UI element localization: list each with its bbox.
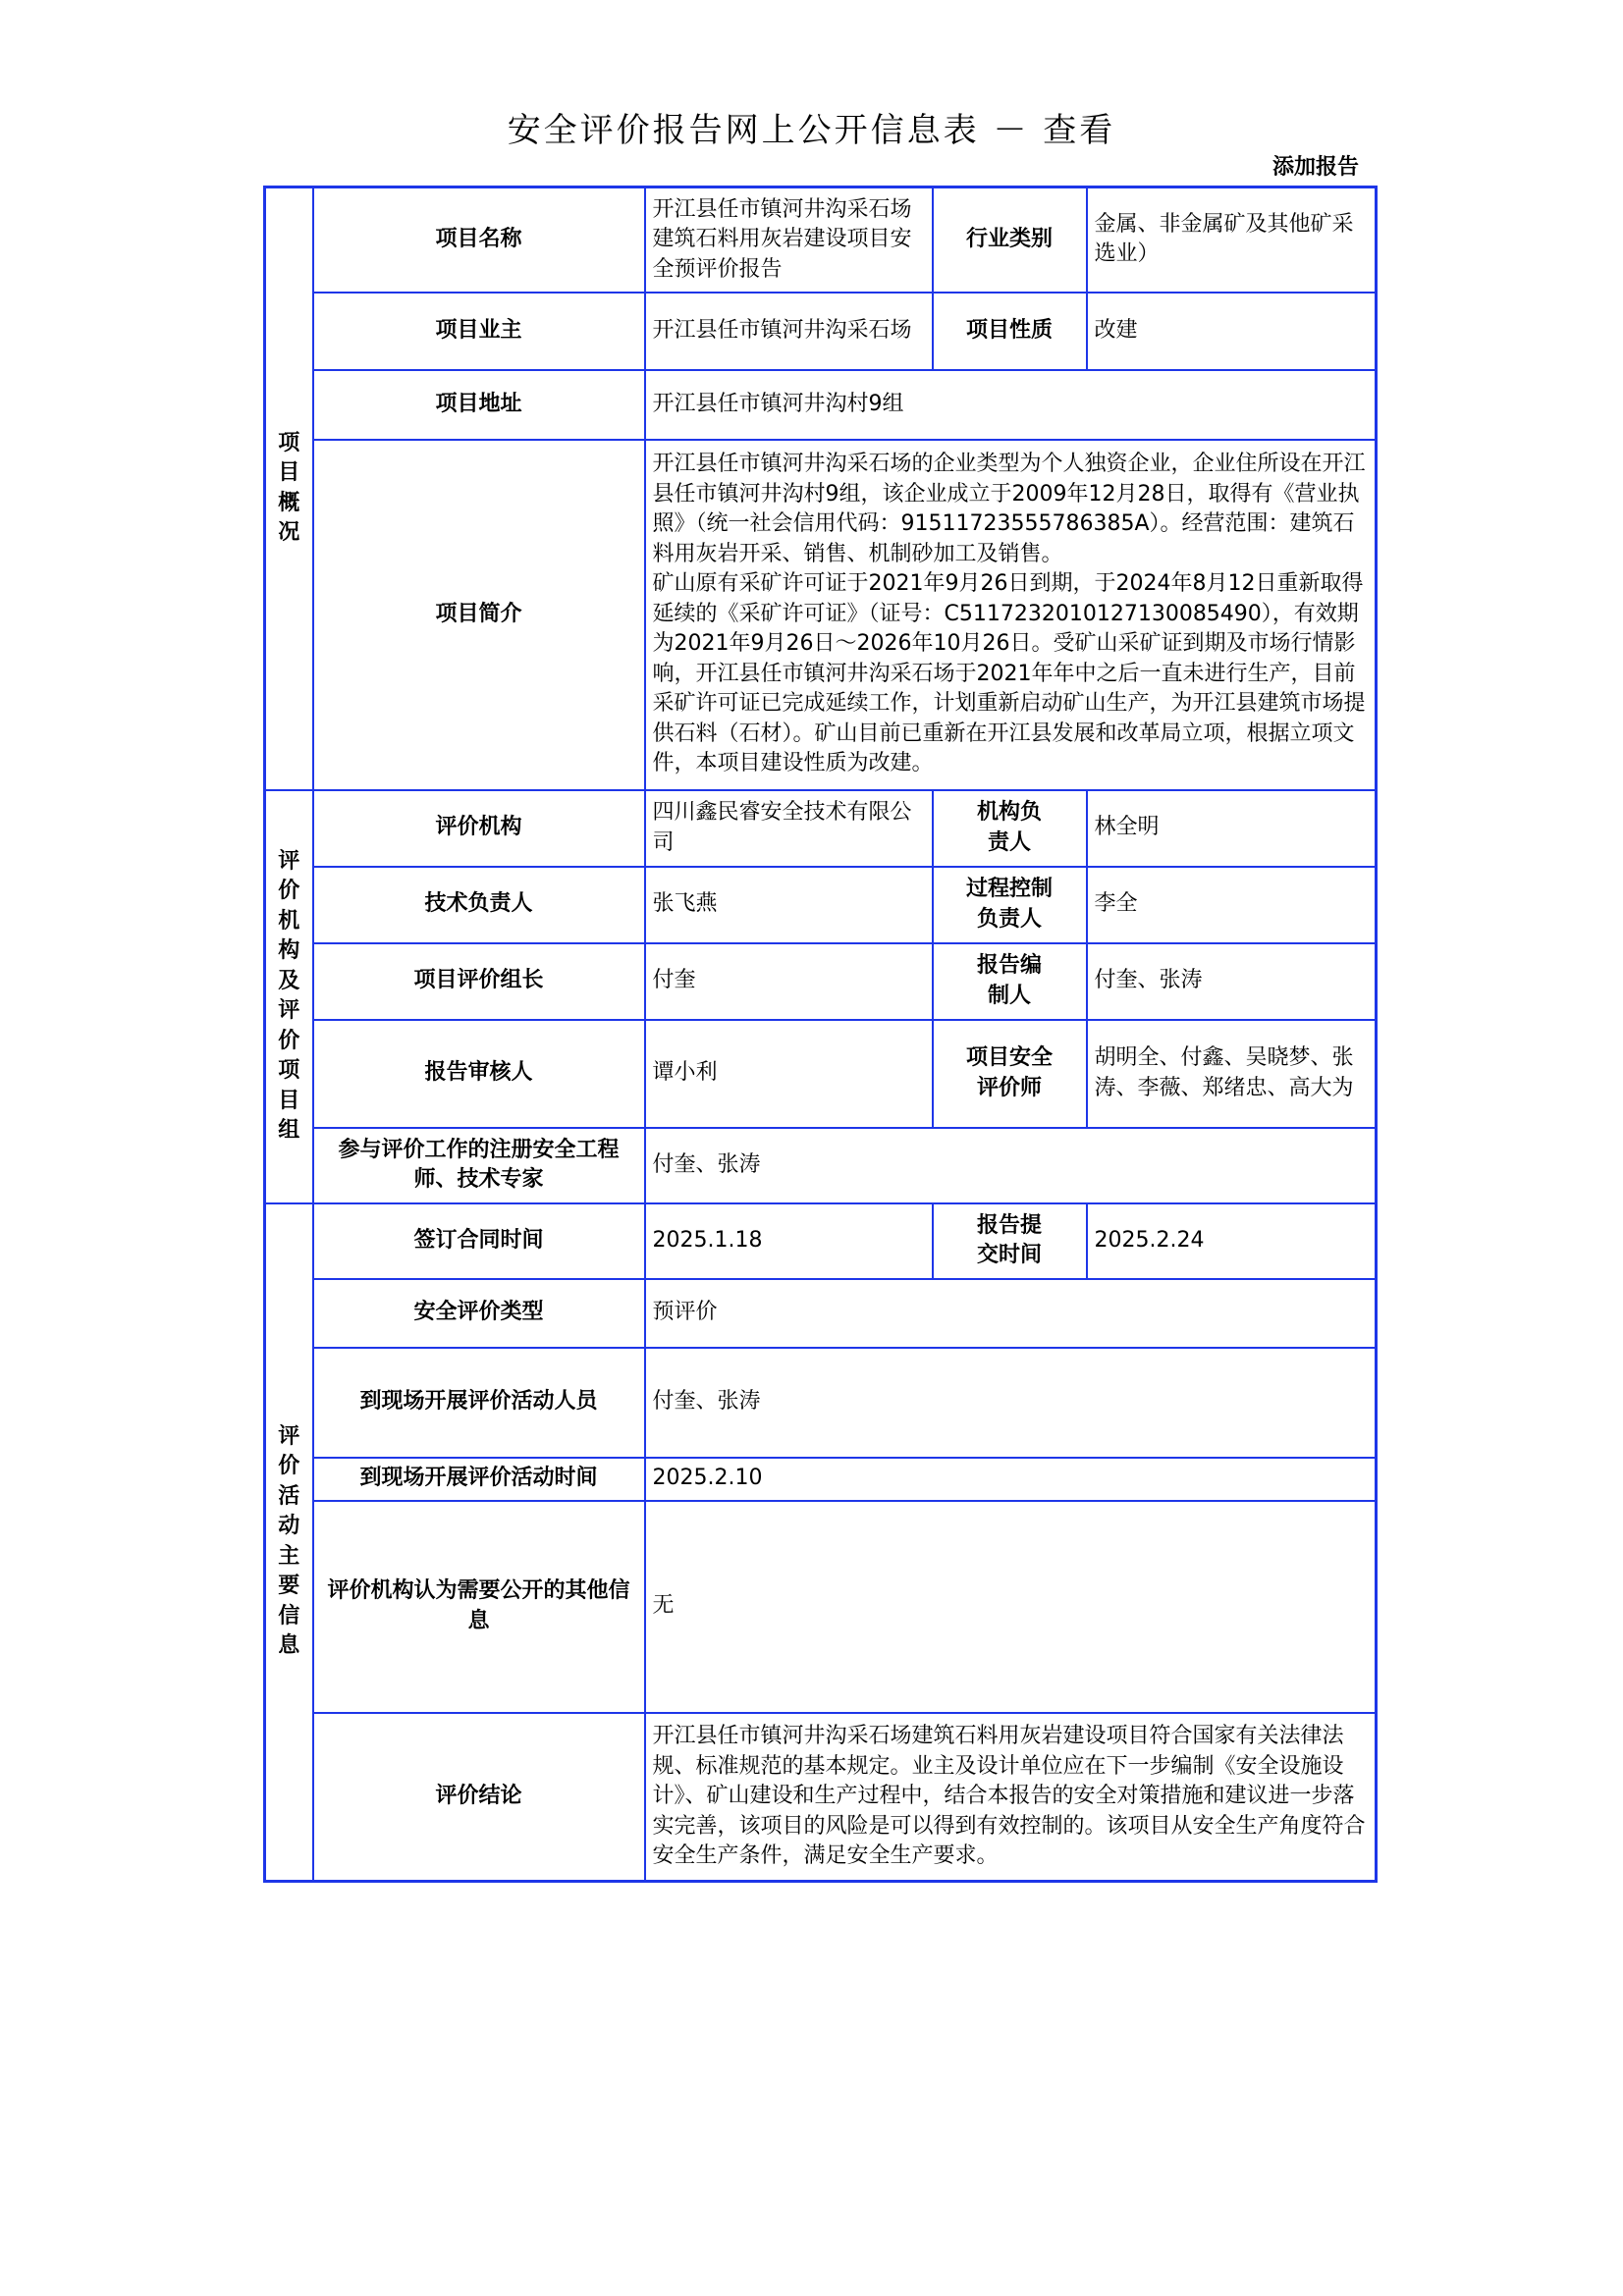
page-title: 安全评价报告网上公开信息表 － 查看 <box>507 111 1116 150</box>
address-value: 开江县任市镇河井沟村9组 <box>645 370 1377 440</box>
project-name-label: 项目名称 <box>313 187 645 293</box>
row-owner <box>265 293 1377 370</box>
reviewer-value: 谭小利 <box>645 1020 933 1128</box>
intro-paragraph-1: 开江县任市镇河井沟采石场的企业类型为个人独资企业，企业住所设在开江县任市镇河井沟村9组，该企业成立于2009年12月28日，取得有《营业执照》（统一社会信用代码：91511723555786385A）。经营范围：建筑石料用灰岩开采、销售、机制砂加工及销售。 <box>652 452 1366 566</box>
row-tech-head <box>265 867 1377 943</box>
author-label: 报告编制人 <box>933 943 1087 1020</box>
conclusion-label: 评价结论 <box>313 1713 645 1882</box>
address-label: 项目地址 <box>313 370 645 440</box>
contract-date-value: 2025.1.18 <box>645 1203 933 1279</box>
section-activity: 评价活动主要信息 <box>265 1203 313 1882</box>
other-info-label: 评价机构认为需要公开的其他信息 <box>313 1501 645 1713</box>
section-overview: 项目概况 <box>265 187 313 790</box>
submit-date-label: 报告提交时间 <box>933 1203 1087 1279</box>
experts-label: 参与评价工作的注册安全工程师、技术专家 <box>313 1128 645 1203</box>
team-lead-value: 付奎 <box>645 943 933 1020</box>
tech-head-value: 张飞燕 <box>645 867 933 943</box>
site-staff-label: 到现场开展评价活动人员 <box>313 1348 645 1458</box>
agency-head-value: 林全明 <box>1087 790 1377 867</box>
process-head-value: 李全 <box>1087 867 1377 943</box>
add-report-link[interactable]: 添加报告 <box>1272 155 1360 180</box>
industry-value: 金属、非金属矿及其他矿采选业） <box>1087 187 1377 293</box>
process-head-label: 过程控制负责人 <box>933 867 1087 943</box>
agency-head-label: 机构负责人 <box>933 790 1087 867</box>
industry-label: 行业类别 <box>933 187 1087 293</box>
site-staff-value: 付奎、张涛 <box>645 1348 1377 1458</box>
agency-label: 评价机构 <box>313 790 645 867</box>
contract-date-label: 签订合同时间 <box>313 1203 645 1279</box>
eval-type-label: 安全评价类型 <box>313 1279 645 1348</box>
assessors-label: 项目安全评价师 <box>933 1020 1087 1128</box>
experts-value: 付奎、张涛 <box>645 1128 1377 1203</box>
row-conclusion <box>265 1713 1377 1882</box>
submit-date-value: 2025.2.24 <box>1087 1203 1377 1279</box>
row-contract-date <box>265 1203 1377 1279</box>
row-eval-type <box>265 1279 1377 1348</box>
row-experts <box>265 1128 1377 1203</box>
intro-label: 项目简介 <box>313 440 645 790</box>
nature-label: 项目性质 <box>933 293 1087 370</box>
project-name-value: 开江县任市镇河井沟采石场建筑石料用灰岩建设项目安全预评价报告 <box>645 187 933 293</box>
row-agency <box>265 790 1377 867</box>
site-time-value: 2025.2.10 <box>645 1458 1377 1501</box>
nature-value: 改建 <box>1087 293 1377 370</box>
section-org-team: 评价机构及评价项目组 <box>265 790 313 1203</box>
row-site-time <box>265 1458 1377 1501</box>
owner-label: 项目业主 <box>313 293 645 370</box>
row-site-staff <box>265 1348 1377 1458</box>
row-team-lead <box>265 943 1377 1020</box>
intro-value <box>645 440 1377 790</box>
info-table <box>263 186 1378 1883</box>
reviewer-label: 报告审核人 <box>313 1020 645 1128</box>
row-other-info <box>265 1501 1377 1713</box>
owner-value: 开江县任市镇河井沟采石场 <box>645 293 933 370</box>
site-time-label: 到现场开展评价活动时间 <box>313 1458 645 1501</box>
row-intro <box>265 440 1377 790</box>
tech-head-label: 技术负责人 <box>313 867 645 943</box>
row-address <box>265 370 1377 440</box>
author-value: 付奎、张涛 <box>1087 943 1377 1020</box>
intro-paragraph-2: 矿山原有采矿许可证于2021年9月26日到期，于2024年8月12日重新取得延续的《采矿许可证》（证号：C5117232010127130085490），有效期为2021年9月26日～2026年10月26日。受矿山采矿证到期及市场行情影响，开江县任市镇河井沟采石场于2021年年中之后一直未进行生产，目前采矿许可证已完成延续工作，计划重新启动矿山生产，为开江县建筑市场提供石料（石材）。矿山目前已重新在开江县发展和改革局立项，根据立项文件，本项目建设性质为改建。 <box>652 571 1366 776</box>
assessors-value: 胡明全、付鑫、吴晓梦、张涛、李薇、郑绪忠、高大为 <box>1087 1020 1377 1128</box>
row-project-name <box>265 187 1377 293</box>
team-lead-label: 项目评价组长 <box>313 943 645 1020</box>
other-info-value: 无 <box>645 1501 1377 1713</box>
conclusion-value: 开江县任市镇河井沟采石场建筑石料用灰岩建设项目符合国家有关法律法规、标准规范的基本规定。业主及设计单位应在下一步编制《安全设施设计》、矿山建设和生产过程中，结合本报告的安全对策措施和建议进一步落实完善，该项目的风险是可以得到有效控制的。该项目从安全生产角度符合安全生产条件，满足安全生产要求。 <box>645 1713 1377 1882</box>
agency-value: 四川鑫民睿安全技术有限公司 <box>645 790 933 867</box>
row-reviewer <box>265 1020 1377 1128</box>
eval-type-value: 预评价 <box>645 1279 1377 1348</box>
